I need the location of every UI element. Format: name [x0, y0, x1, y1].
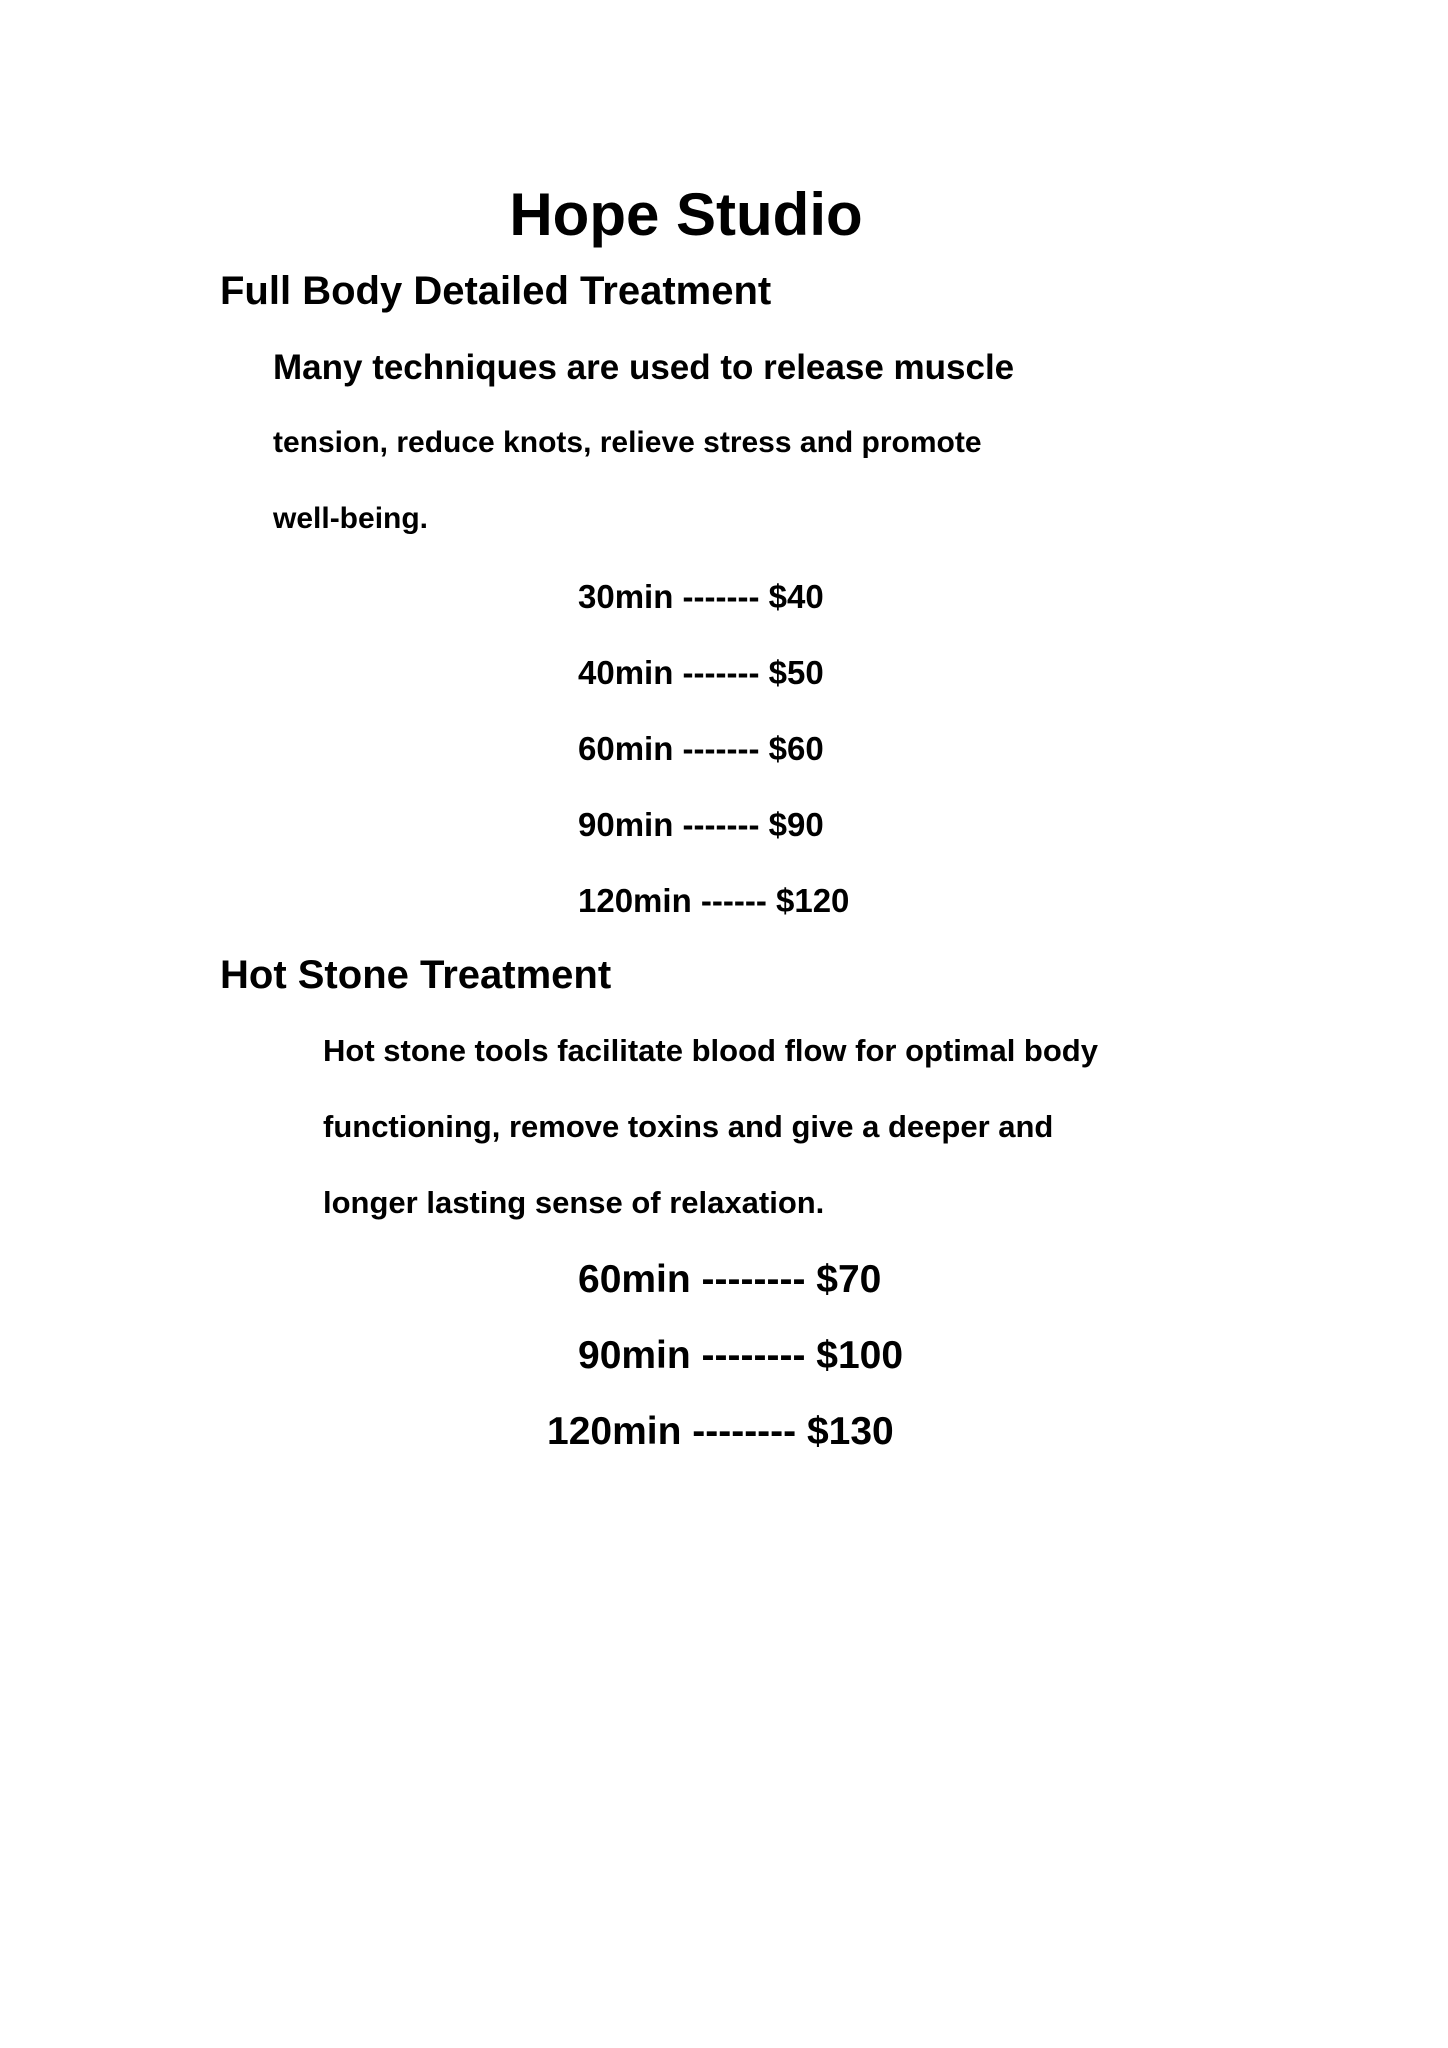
- price-row: 30min ------- $40: [578, 578, 824, 615]
- page-title: Hope Studio: [509, 181, 863, 248]
- price-row: 60min -------- $70: [578, 1258, 882, 1301]
- price-row: 90min -------- $100: [578, 1334, 904, 1377]
- section-heading: Hot Stone Treatment: [220, 953, 612, 997]
- price-row: 60min ------- $60: [578, 730, 824, 767]
- description-line: Many techniques are used to release muscle: [273, 348, 1015, 387]
- section-heading: Full Body Detailed Treatment: [220, 269, 772, 313]
- description-line: longer lasting sense of relaxation.: [323, 1185, 825, 1220]
- description-line: functioning, remove toxins and give a deeper and: [323, 1109, 1054, 1144]
- description-line: Hot stone tools facilitate blood flow for optimal body: [323, 1033, 1098, 1068]
- description-line: well-being.: [273, 502, 429, 535]
- description-line: tension, reduce knots, relieve stress and promote: [273, 426, 982, 459]
- price-row: 90min ------- $90: [578, 806, 824, 843]
- price-row: 40min ------- $50: [578, 654, 824, 691]
- price-row: 120min ------ $120: [578, 882, 850, 919]
- price-row: 120min -------- $130: [547, 1410, 894, 1453]
